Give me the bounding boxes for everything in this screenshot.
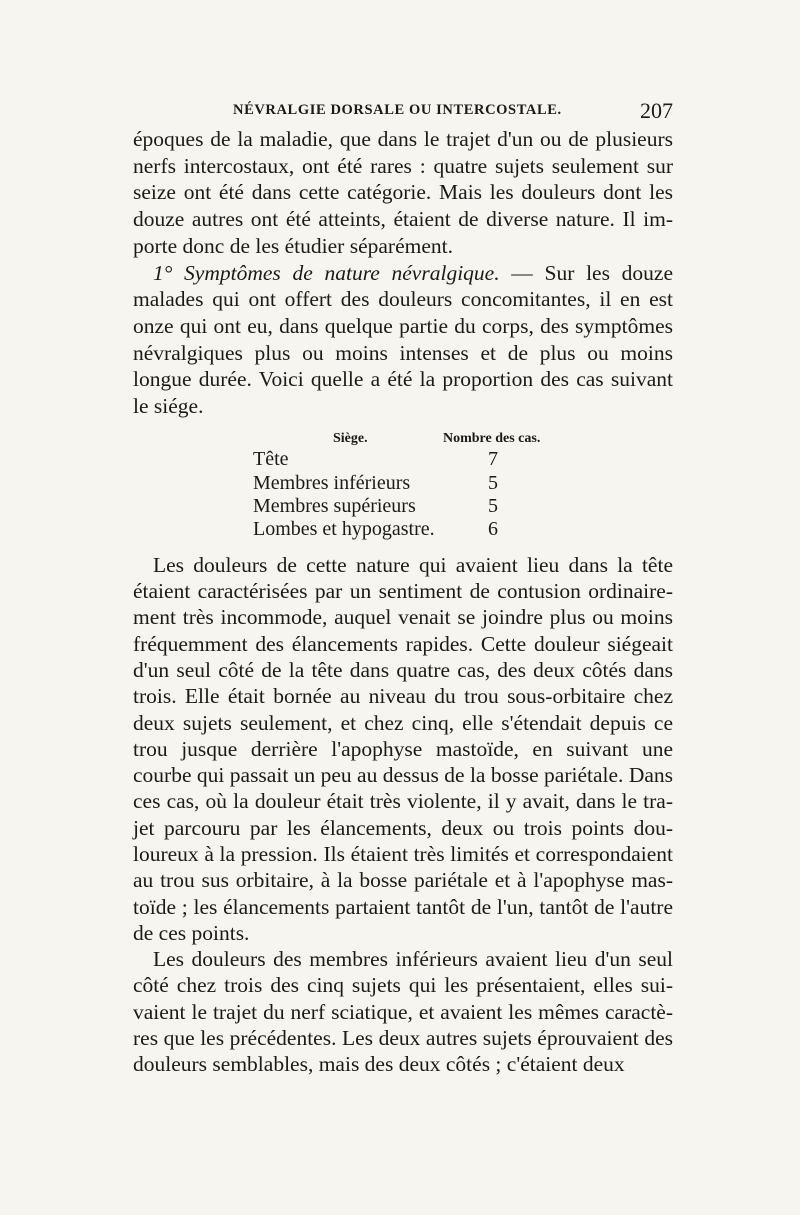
book-page bbox=[133, 96, 673, 1078]
text-line: durée. Voici quelle a été la proportion des cas suivant le siége. bbox=[133, 367, 673, 419]
text-line: qui passait un peu au dessus de la bosse pariétale. Dans ces bbox=[133, 763, 673, 814]
siege-cell: Membres inférieurs bbox=[253, 471, 411, 494]
text-line: époques de la maladie, que dans le trajet d'un ou de plusieurs bbox=[133, 127, 673, 151]
nombre-cell: 7 bbox=[488, 447, 498, 470]
text-line: Les douleurs de cette nature qui avaient lieu dans la tête bbox=[153, 552, 673, 577]
column-header-nombre: Nombre des cas. bbox=[443, 430, 541, 446]
text-line: trois. Elle était bornée au niveau du trou sous-orbitaire chez bbox=[133, 684, 673, 709]
text-line: jet parcouru par les élancements, deux ou trois points dou- bbox=[133, 815, 673, 840]
siege-table bbox=[133, 426, 673, 538]
text-line: nerfs intercostaux, ont été rares : quatre sujets seulement sur bbox=[133, 153, 673, 178]
running-title: NÉVRALGIE DORSALE OU INTERCOSTALE. bbox=[233, 102, 562, 118]
text-line: — Sur les douze bbox=[499, 260, 673, 285]
siege-cell: Lombes et hypogastre. bbox=[253, 517, 435, 540]
nombre-cell: 5 bbox=[488, 471, 498, 494]
text-line: cas, où la douleur était très violente, il y avait, dans le tra- bbox=[166, 789, 673, 814]
text-line: seize ont été dans cette catégorie. Mais les douleurs dont les bbox=[133, 180, 673, 205]
nombre-cell: 5 bbox=[488, 494, 498, 517]
section-heading: 1° Symptômes de nature névralgique. bbox=[153, 260, 500, 285]
text-line: ment très incommode, auquel venait se joindre plus ou moins bbox=[133, 605, 673, 630]
table-row bbox=[253, 493, 513, 517]
paragraph-1 bbox=[133, 126, 673, 260]
siege-cell: Membres supérieurs bbox=[253, 494, 416, 517]
text-line: côté chez trois des cinq sujets qui les présentaient, elles sui- bbox=[133, 973, 673, 998]
text-line: de ces points. bbox=[133, 920, 250, 945]
text-line: au trou sus orbitaire, à la bosse pariétale et à l'apophyse mas- bbox=[133, 868, 673, 893]
text-line: Les douleurs des membres inférieurs avaient lieu d'un seul bbox=[153, 947, 673, 972]
column-header-siege: Siège. bbox=[333, 430, 368, 446]
text-line: malades qui ont offert des douleurs concomitantes, il en est bbox=[133, 287, 673, 312]
text-line: des douleurs semblables, mais des deux côtés ; c'étaient deux bbox=[133, 1026, 674, 1077]
text-line: d'un seul côté de la tête dans quatre cas, des deux côtés dans bbox=[133, 657, 673, 682]
table-row bbox=[253, 470, 513, 494]
text-line: loureux à la pression. Ils étaient très limités et correspondaient bbox=[133, 842, 673, 866]
text-line: névralgiques plus ou moins intenses et de plus ou moins longue bbox=[133, 340, 673, 392]
page-header bbox=[133, 96, 673, 126]
paragraph-4 bbox=[133, 946, 673, 1077]
table-row bbox=[253, 516, 513, 540]
text-line: onze qui ont eu, dans quelque partie du corps, des symptômes bbox=[133, 313, 673, 338]
text-line: deux sujets seulement, et chez cinq, elle s'étendait depuis ce bbox=[133, 710, 673, 735]
paragraph-2 bbox=[133, 260, 673, 420]
text-line: toïde ; les élancements partaient tantôt de l'un, tantôt de l'autre bbox=[133, 894, 673, 919]
text-line: douze autres ont été atteints, étaient de diverse nature. Il im- bbox=[133, 207, 673, 232]
text-line: étaient caractérisées par un sentiment de contusion ordinaire- bbox=[133, 579, 673, 604]
text-line: res que les précédentes. Les deux autres sujets éprouvaient bbox=[133, 1026, 639, 1051]
text-line: trou jusque derrière l'apophyse mastoïde, en suivant une courbe bbox=[133, 736, 673, 788]
nombre-cell: 6 bbox=[488, 517, 498, 540]
page-number: 207 bbox=[640, 98, 673, 123]
table-row bbox=[253, 446, 513, 470]
siege-cell: Tête bbox=[253, 447, 289, 470]
text-line: fréquemment des élancements rapides. Cette douleur siégeait bbox=[133, 631, 673, 656]
paragraph-3 bbox=[133, 552, 673, 946]
text-line: vaient le trajet du nerf sciatique, et avaient les mêmes caractè- bbox=[133, 999, 673, 1024]
body-text bbox=[133, 126, 673, 1078]
text-line: porte donc de les étudier séparément. bbox=[133, 233, 453, 258]
